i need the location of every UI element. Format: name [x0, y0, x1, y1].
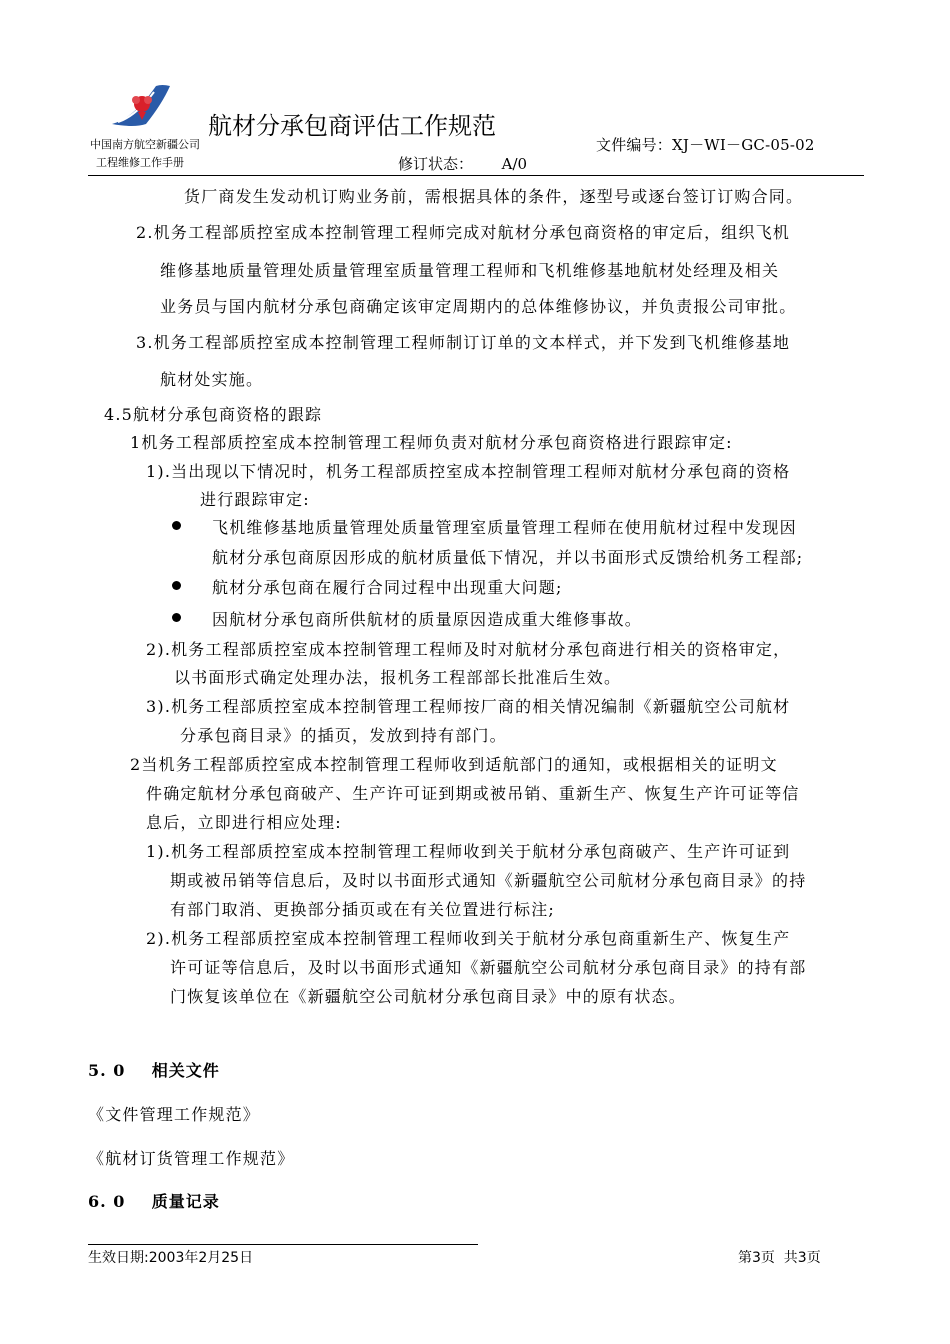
body-line: 维修基地质量管理处质量管理室质量管理工程师和飞机维修基地航材处经理及相关 [160, 261, 780, 280]
body-line: 1).当出现以下情况时，机务工程部质控室成本控制管理工程师对航材分承包商的资格 [146, 462, 791, 481]
bullet-icon [172, 613, 181, 622]
header-divider [88, 175, 864, 176]
body-line: 1机务工程部质控室成本控制管理工程师负责对航材分承包商资格进行跟踪审定: [130, 433, 733, 452]
revision-status: 修订状态： A/0 [398, 155, 528, 173]
bullet-item: 因航材分承包商所供航材的质量原因造成重大维修事故。 [212, 610, 643, 629]
body-line: 以书面形式确定处理办法，报机务工程部部长批准后生效。 [174, 668, 622, 687]
bullet-icon [172, 581, 181, 590]
body-line: 进行跟踪审定: [200, 490, 310, 509]
body-line: 2.机务工程部质控室成本控制管理工程师完成对航材分承包商资格的审定后，组织飞机 [136, 223, 791, 242]
section-heading-6: 6. 0 质量记录 [88, 1192, 220, 1211]
body-line: 门恢复该单位在《新疆航空公司航材分承包商目录》中的原有状态。 [170, 987, 687, 1006]
document-number: 文件编号：XJ－WI－GC-05-02 [596, 136, 815, 154]
body-line: 2).机务工程部质控室成本控制管理工程师收到关于航材分承包商重新生产、恢复生产 [146, 929, 791, 948]
document-title: 航材分承包商评估工作规范 [208, 112, 496, 140]
section-heading-5: 5. 0 相关文件 [88, 1061, 220, 1080]
body-line: 有部门取消、更换部分插页或在有关位置进行标注; [170, 900, 555, 919]
body-line: 3).机务工程部质控室成本控制管理工程师按厂商的相关情况编制《新疆航空公司航材 [146, 697, 791, 716]
related-document: 《航材订货管理工作规范》 [88, 1149, 295, 1168]
body-line: 许可证等信息后，及时以书面形式通知《新疆航空公司航材分承包商目录》的持有部 [170, 958, 807, 977]
body-line: 2).机务工程部质控室成本控制管理工程师及时对航材分承包商进行相关的资格审定， [146, 640, 791, 659]
body-line: 息后，立即进行相应处理: [146, 813, 342, 832]
body-line: 2当机务工程部质控室成本控制管理工程师收到适航部门的通知，或根据相关的证明文 [130, 755, 778, 774]
page-number: 第3页 共3页 [738, 1250, 821, 1266]
body-line: 业务员与国内航材分承包商确定该审定周期内的总体维修协议，并负责报公司审批。 [160, 297, 797, 316]
body-line: 1).机务工程部质控室成本控制管理工程师收到关于航材分承包商破产、生产许可证到 [146, 842, 791, 861]
related-document: 《文件管理工作规范》 [88, 1105, 261, 1124]
body-line: 货厂商发生发动机订购业务前，需根据具体的条件，逐型号或逐台签订订购合同。 [184, 187, 804, 206]
footer-divider [88, 1244, 478, 1245]
bullet-item: 航材分承包商在履行合同过程中出现重大问题; [212, 578, 563, 597]
manual-name: 工程维修工作手册 [96, 156, 184, 169]
body-line: 件确定航材分承包商破产、生产许可证到期或被吊销、重新生产、恢复生产许可证等信 [146, 784, 800, 803]
company-name: 中国南方航空新疆公司 [90, 138, 200, 151]
bullet-item: 航材分承包商原因形成的航材质量低下情况，并以书面形式反馈给机务工程部; [212, 548, 804, 567]
bullet-item: 飞机维修基地质量管理处质量管理室质量管理工程师在使用航材过程中发现因 [212, 518, 797, 537]
body-line: 3.机务工程部质控室成本控制管理工程师制订订单的文本样式，并下发到飞机维修基地 [136, 333, 791, 352]
section-heading-4-5: 4.5航材分承包商资格的跟踪 [104, 405, 323, 424]
bullet-icon [172, 521, 181, 530]
body-line: 分承包商目录》的插页，发放到持有部门。 [180, 726, 507, 745]
company-logo [104, 84, 174, 134]
body-line: 航材处实施。 [160, 370, 264, 389]
effective-date: 生效日期:2003年2月25日 [88, 1250, 254, 1266]
body-line: 期或被吊销等信息后，及时以书面形式通知《新疆航空公司航材分承包商目录》的持 [170, 871, 807, 890]
